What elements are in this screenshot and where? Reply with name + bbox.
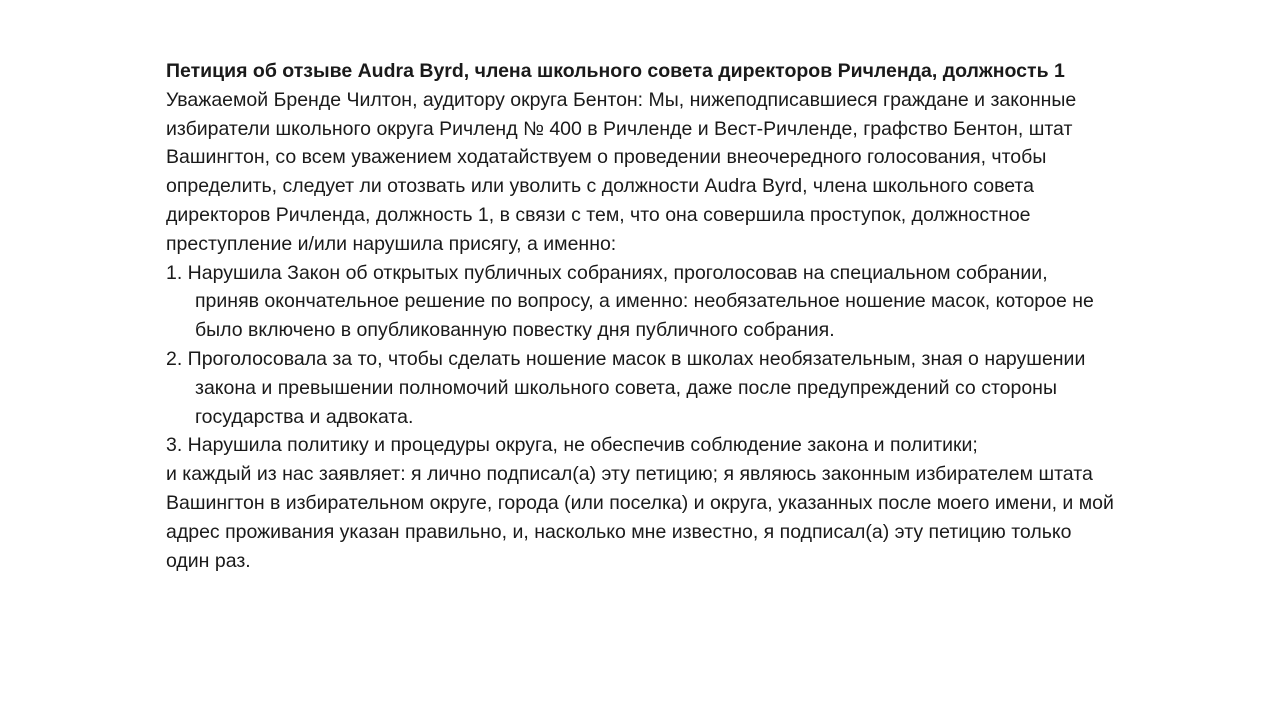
petition-item-1: 1. Нарушила Закон об открытых публичных собраниях, проголосовав на специальном собрании, приняв окончательное решение по вопросу, а именно: необязательное ношение масок, которое не было включено в опубликованную повестку дня публичного собрания.: [166, 261, 1094, 342]
petition-title: Петиция об отзыве Audra Byrd, члена школьного совета директоров Ричленда, должность 1: [166, 60, 1065, 82]
petition-closing: и каждый из нас заявляет: я лично подписал(а) эту петицию; я являюсь законным избирателем штата Вашингтон в избирательном округе, города (или поселка) и округа, указанных после моего имени, и мой адрес проживания указан правильно, и, насколько мне известно, я подписал(а) эту петицию только один раз.: [166, 463, 1114, 572]
petition-intro: Уважаемой Бренде Чилтон, аудитору округа Бентон: Мы, нижеподписавшиеся граждане и законные избиратели школьного округа Ричленд № 400 в Ричленде и Вест-Ричленде, графство Бентон, штат Вашингтон, со всем уважением ходатайствуем о проведении внеочередного голосования, чтобы определить, следует ли отозвать или уволить с должности Audra Byrd, члена школьного совета директоров Ричленда, должность 1, в связи с тем, что она совершила проступок, должностное преступление и/или нарушила присягу, а именно:: [166, 88, 1077, 255]
petition-item-2: 2. Проголосовала за то, чтобы сделать ношение масок в школах необязательным, зная о нарушении закона и превышении полномочий школьного совета, даже после предупреждений со стороны государства и адвоката.: [166, 347, 1086, 428]
petition-slide: [166, 57, 1114, 575]
petition-item-3: 3. Нарушила политику и процедуры округа, не обеспечив соблюдение закона и политики;: [166, 434, 978, 457]
